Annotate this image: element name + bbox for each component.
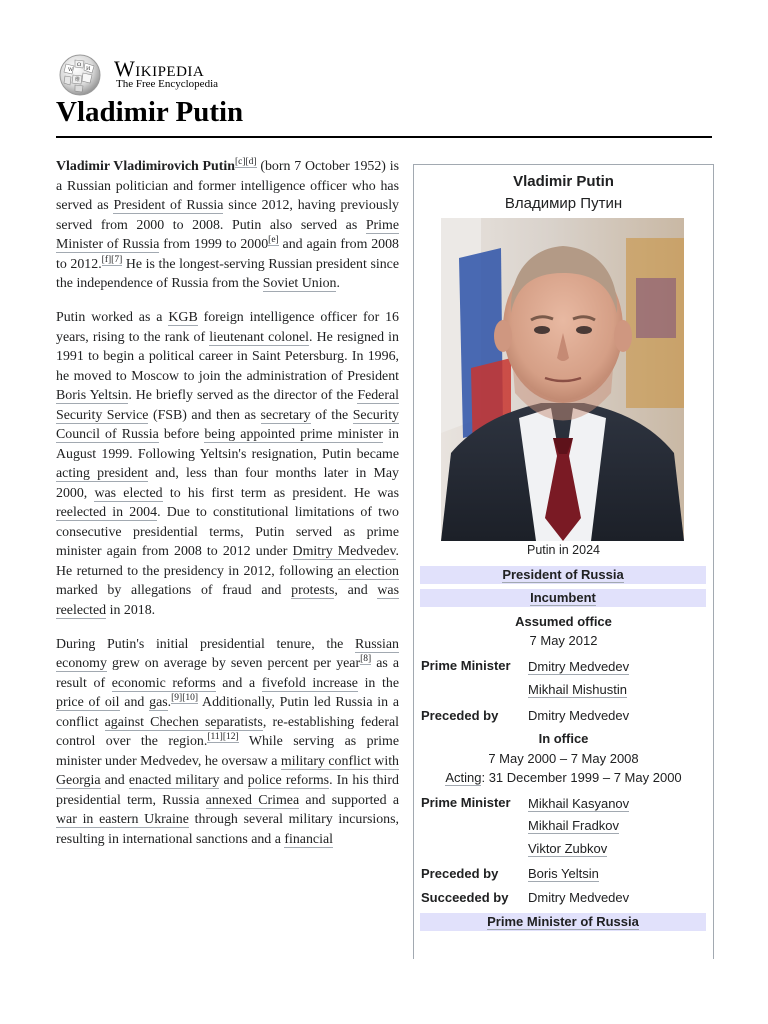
link-enacted-military[interactable]: enacted military [128,773,220,788]
text: Additionally, Putin led Russia in a conflict [56,695,399,730]
assumed-office-date: 7 May 2012 [529,633,598,648]
link-war-in-eastern-ukraine[interactable]: war in eastern Ukraine [56,812,189,827]
in-office-label: In office [538,731,589,746]
text: to his first term as president. He was [162,485,400,501]
text: from 1999 to 2000 [159,237,269,252]
svg-text:Ω: Ω [77,62,82,68]
link-economic-reforms[interactable]: economic reforms [111,675,216,691]
text: . [336,276,340,291]
text: and, less than four months later in May 2000, [56,466,399,501]
text: before [158,427,205,442]
link-being-appointed-prime-minister[interactable]: being appointed prime minister [204,427,384,442]
link-an-election[interactable]: an election [337,563,399,579]
svg-text:维: 维 [75,77,81,83]
article-subject-bold: Vladimir Vladimirovich Putin [56,159,235,174]
link-pm-dmitry-medvedev[interactable]: Dmitry Medvedev [528,659,630,674]
pm-value-2 [528,682,627,697]
text: and a [215,675,262,691]
footnote-10[interactable]: [10] [182,693,199,704]
in-office-dates: 7 May 2000 – 7 May 2008 [488,751,639,766]
text: (FSB) and then as [148,407,261,423]
footnote-8[interactable]: [8] [360,654,372,665]
text: . [167,695,172,710]
acting-dates [414,770,713,785]
preceded-by-label: Preceded by [421,708,499,723]
link-president-of-russia[interactable]: President of Russia [113,198,224,213]
prime-minister-label: Prime Minister [421,658,511,673]
link-price-of-oil[interactable]: price of oil [56,695,120,710]
pm-value-4 [528,818,619,833]
assumed-office-label: Assumed office [515,614,612,629]
text: in the [357,675,399,691]
link-pm-viktor-zubkov[interactable]: Viktor Zubkov [528,841,608,856]
link-dmitry-medvedev[interactable]: Dmitry Medvedev [292,544,396,559]
text: in August 1999. Following Yeltsin's resignation, Putin became [56,427,399,462]
photo-caption: Putin in 2024 [527,543,600,557]
link-acting[interactable]: Acting [445,770,482,785]
footnote-9[interactable]: [9] [171,693,183,704]
text: . He returned to the presidency in 2012, following [56,544,399,579]
link-pm-mikhail-mishustin[interactable]: Mikhail Mishustin [528,682,627,697]
text: . He resigned in 1991 to begin a political career in Saint Petersburg. In 1996, he moved to Moscow to join the administration of President [56,329,399,384]
lead-paragraph-2 [56,308,399,620]
link-lieutenant-colonel[interactable]: lieutenant colonel [209,329,310,345]
office-header-prime-minister [420,913,706,931]
link-fivefold-increase[interactable]: fivefold increase [261,675,358,691]
site-tagline: The Free Encyclopedia [116,78,219,90]
site-wordmark[interactable]: Wikipedia [114,56,205,81]
footnote-c[interactable]: [c] [234,157,246,168]
footnote-11[interactable]: [11] [207,732,223,743]
text: as a result of [56,656,399,691]
office-header-president [420,566,706,584]
footnote-d[interactable]: [d] [245,157,257,168]
link-military-conflict-with-georgia[interactable]: military conflict with Georgia [56,753,400,788]
text: since 2012, having previously served from 2000 to 2008. Putin also served as [56,198,399,233]
text: He is the longest-serving Russian president since the independence of Russia from the [56,256,399,291]
link-soviet-union[interactable]: Soviet Union [262,276,337,291]
link-boris-yeltsin-infobox[interactable]: Boris Yeltsin [528,866,599,881]
page-title: Vladimir Putin [56,96,244,128]
link-protests[interactable]: protests [291,583,335,598]
text: Putin worked as a [56,310,169,325]
text: of the [310,407,353,423]
infobox-photo[interactable] [441,218,684,541]
link-was-elected[interactable]: was elected [94,485,163,501]
succeeded-by-label: Succeeded by [421,890,509,905]
link-acting-president[interactable]: acting president [56,466,149,481]
text: and [119,695,150,710]
text: and supported a [299,792,400,808]
pm-value-3 [528,796,629,811]
text: grew on average by seven percent per year [106,656,361,671]
text: in 2018. [106,602,156,618]
infobox-name: Vladimir Putin [513,173,614,190]
preceded-by-value-2 [528,866,599,881]
text: , re-establishing federal control over the region. [56,714,399,749]
text: . He briefly served as the director of the [128,388,358,403]
link-president-of-russia-header[interactable]: President of Russia [502,567,624,582]
svg-text:W: W [68,67,74,73]
pm-value-1 [528,659,629,674]
infobox [413,164,714,959]
succeeded-by-value: Dmitry Medvedev [528,890,630,905]
text: marked by allegations of fraud and [56,583,292,598]
link-pm-mikhail-fradkov[interactable]: Mikhail Fradkov [528,818,620,833]
wikipedia-globe-icon[interactable] [56,54,104,96]
link-against-chechen-separatists[interactable]: against Chechen separatists [104,714,263,730]
link-federal-security-service[interactable]: Federal Security Service [56,388,399,423]
text: and [100,773,129,788]
preceded-by-value: Dmitry Medvedev [528,708,630,723]
footnote-f[interactable]: [f] [101,254,112,265]
svg-text:И: И [86,66,91,72]
footnote-7[interactable]: [7] [111,254,123,265]
lead-paragraph-1 [56,157,399,294]
footnote-e[interactable]: [e] [268,235,279,246]
link-pm-mikhail-kasyanov[interactable]: Mikhail Kasyanov [528,796,630,811]
text: . Due to constitutional limitations of two consecutive presidential terms, Putin served as prime minister again from 2008 to 2012 under [56,505,399,559]
link-reelected-in-2004[interactable]: reelected in 2004 [56,505,158,520]
title-underline [56,136,712,138]
text: foreign intelligence officer for 16 years, rising to the rank of [56,310,399,345]
link-annexed-crimea[interactable]: annexed Crimea [205,792,300,808]
portrait-image [441,218,684,541]
link-police-reforms[interactable]: police reforms [247,773,330,788]
prime-minister-label-2: Prime Minister [421,795,511,810]
infobox-native-name: Владимир Путин [504,195,623,212]
text: During Putin's initial presidential tenure, the [56,636,355,652]
text: through several military incursions, resulting in international sanctions and a [56,812,399,847]
status-incumbent [420,589,706,607]
link-financial[interactable]: financial [284,831,333,847]
text: , and [334,583,378,598]
article-body [56,157,399,864]
link-secretary[interactable]: secretary [260,407,311,423]
link-prime-minister-of-russia[interactable]: Prime Minister of Russia [56,217,399,252]
preceded-by-label-2: Preceded by [421,866,499,881]
pm-value-5 [528,841,607,856]
text: (born 7 October 1952) is a Russian politician and former intelligence officer who has served as [56,159,399,213]
acting-dates-text: : 31 December 1999 – 7 May 2000 [481,770,682,785]
link-was-reelected[interactable]: was reelected [56,583,399,618]
text: While serving as prime minister under Medvedev, he oversaw a [56,734,400,769]
link-prime-minister-of-russia-header[interactable]: Prime Minister of Russia [487,914,639,929]
link-security-council-of-russia[interactable]: Security Council of Russia [56,407,399,442]
link-russian-economy[interactable]: Russian economy [56,636,399,671]
lead-paragraph-3 [56,635,399,850]
text: and again from 2008 to 2012. [56,237,400,272]
link-gas[interactable]: gas [149,695,168,710]
link-boris-yeltsin[interactable]: Boris Yeltsin [56,388,129,403]
link-kgb[interactable]: KGB [168,310,198,325]
text: . In his third presidential term, Russia [56,773,399,808]
text: and [219,773,248,788]
link-incumbent[interactable]: Incumbent [530,590,596,605]
footnote-12[interactable]: [12] [222,732,239,743]
